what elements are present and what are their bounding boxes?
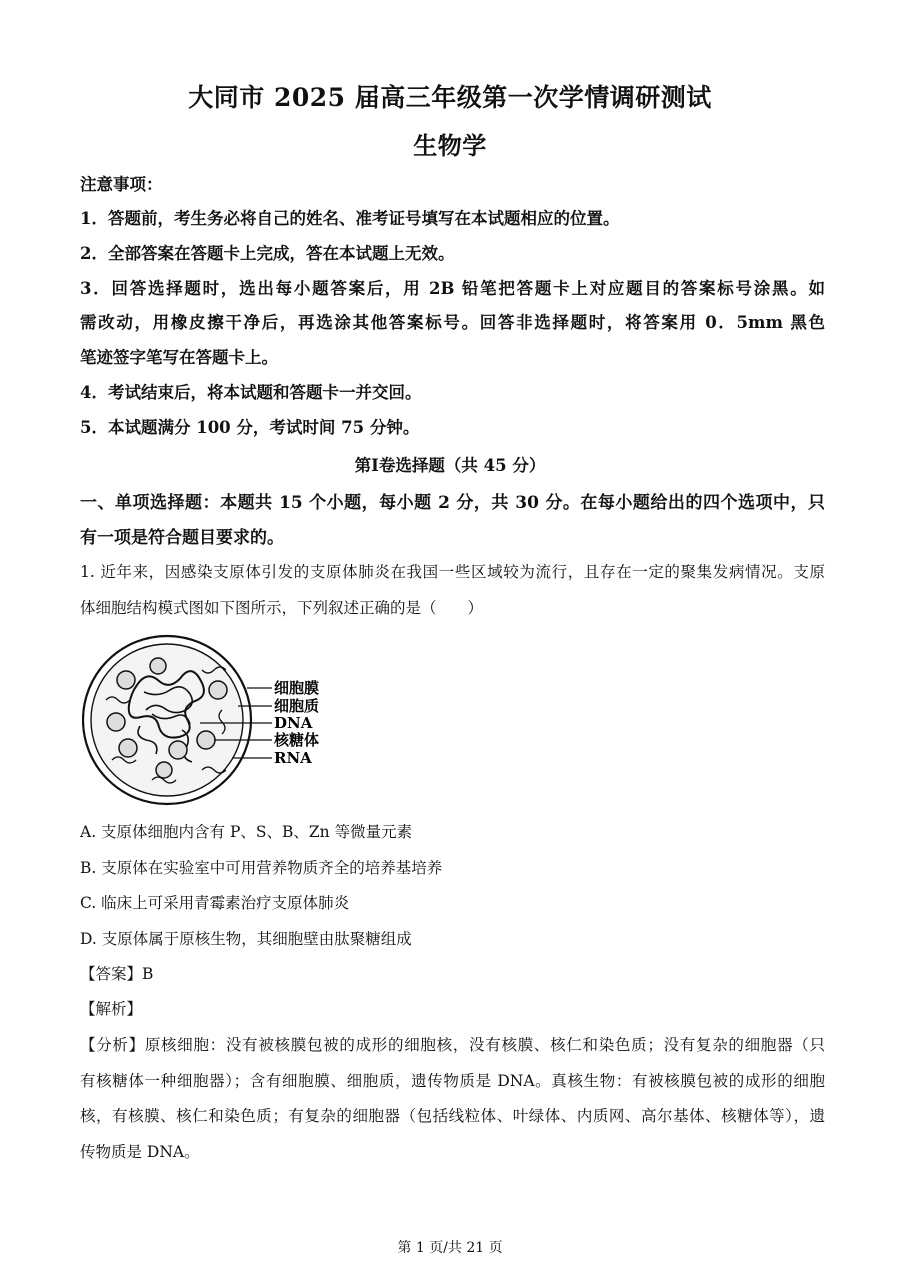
option-d: D. 支原体属于原核生物，其细胞壁由肽聚糖组成 <box>80 930 412 948</box>
figure-label: RNA <box>274 749 312 767</box>
notice-item: 2．全部答案在答题卡上完成，答在本试题上无效。 <box>80 244 455 263</box>
notice-item: 笔迹签字笔写在答题卡上。 <box>80 348 278 367</box>
notice-item: 1．答题前，考生务必将自己的姓名、准考证号填写在本试题相应的位置。 <box>80 209 620 228</box>
analysis-line: 有核糖体一种细胞器）；含有细胞膜、细胞质，遗传物质是 DNA。真核生物：有被核膜包被的成形的细胞 <box>80 1072 825 1090</box>
figure-label: 核糖体 <box>274 731 320 749</box>
section-instruction: 一、单项选择题：本题共 15 个小题，每小题 2 分，共 30 分。在每小题给出的四个选项中，只 <box>80 493 825 513</box>
figure-label: 细胞膜 <box>274 679 320 697</box>
option-b: B. 支原体在实验室中可用营养物质齐全的培养基培养 <box>80 859 443 877</box>
analysis-heading: 【解析】 <box>80 1000 143 1018</box>
option-c: C. 临床上可采用青霉素治疗支原体肺炎 <box>80 894 350 912</box>
page-number: 第 1 页/共 21 页 <box>397 1240 503 1256</box>
subject-title: 生物学 <box>413 131 487 160</box>
exam-title: 大同市 2025 届高三年级第一次学情调研测试 <box>188 83 712 112</box>
question-stem: 1. 近年来，因感染支原体引发的支原体肺炎在我国一些区域较为流行，且存在一定的聚集发病情况。支原 <box>80 563 825 581</box>
notice-item: 4．考试结束后，将本试题和答题卡一并交回。 <box>80 383 422 402</box>
section-title: 第Ⅰ卷选择题（共 45 分） <box>354 456 546 475</box>
analysis-line: 传物质是 DNA。 <box>80 1143 200 1161</box>
figure-label: 细胞质 <box>274 697 320 715</box>
option-a: A. 支原体细胞内含有 P、S、B、Zn 等微量元素 <box>80 823 413 841</box>
question-stem: 体细胞结构模式图如下图所示，下列叙述正确的是（ ） <box>80 599 484 617</box>
notice-heading: 注意事项： <box>80 175 163 194</box>
analysis-line: 【分析】原核细胞：没有被核膜包被的成形的细胞核，没有核膜、核仁和染色质；没有复杂的细胞器（只 <box>80 1036 825 1054</box>
section-instruction: 有一项是符合题目要求的。 <box>80 528 284 548</box>
figure-label: DNA <box>274 714 313 732</box>
analysis-line: 核，有核膜、核仁和染色质；有复杂的细胞器（包括线粒体、叶绿体、内质网、高尔基体、核糖体等），遗 <box>80 1107 825 1125</box>
notice-item: 需改动，用橡皮擦干净后，再选涂其他答案标号。回答非选择题时，将答案用 0．5mm 黑色 <box>80 313 825 332</box>
notice-item: 5．本试题满分 100 分，考试时间 75 分钟。 <box>80 418 420 437</box>
mycoplasma-figure <box>82 630 342 810</box>
answer-text: 【答案】B <box>80 965 154 983</box>
notice-item: 3．回答选择题时，选出每小题答案后，用 2B 铅笔把答题卡上对应题目的答案标号涂黑。如 <box>80 279 825 298</box>
